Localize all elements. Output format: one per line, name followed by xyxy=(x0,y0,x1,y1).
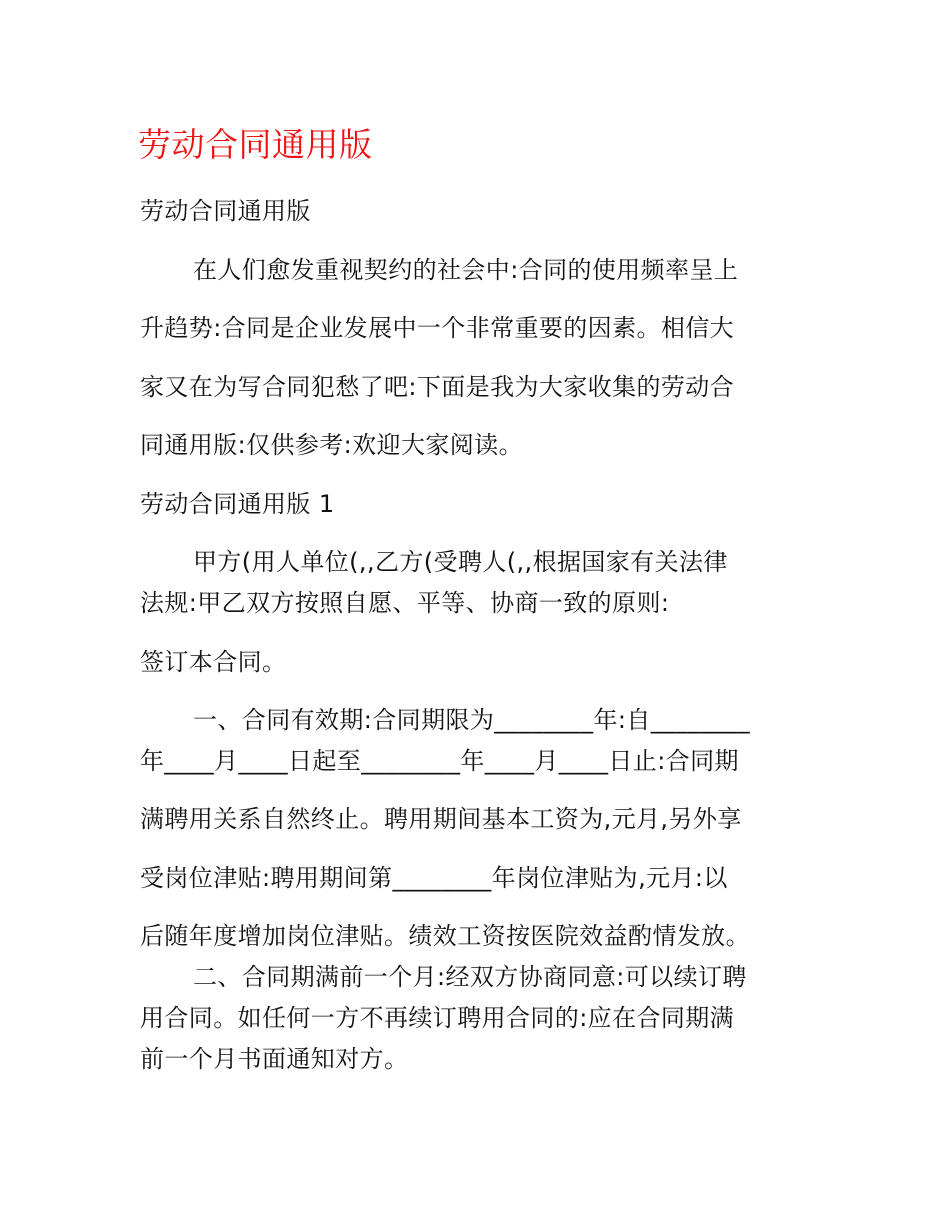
clause1-line-1: 一、合同有效期:合同期限为________年:自________ xyxy=(193,706,750,734)
clause2-line-1: 二、合同期满前一个月:经双方协商同意:可以续订聘 xyxy=(193,963,747,991)
intro-line-1: 在人们愈发重视契约的社会中:合同的使用频率呈上 xyxy=(193,256,739,284)
clause2-line-3: 前一个月书面通知对方。 xyxy=(140,1045,409,1073)
intro-line-3: 家又在为写合同犯愁了吧:下面是我为大家收集的劳动合 xyxy=(140,373,735,401)
document-title: 劳动合同通用版 xyxy=(138,125,373,164)
clause1-line-5: 后随年度增加岗位津贴。绩效工资按医院效益酌情发放。 xyxy=(140,922,750,950)
section-heading: 劳动合同通用版 1 xyxy=(140,490,335,518)
parties-line-1: 甲方(用人单位(,,乙方(受聘人(,,根据国家有关法律 xyxy=(193,548,728,576)
parties-line-3: 签订本合同。 xyxy=(140,648,287,676)
clause1-line-3: 满聘用关系自然终止。聘用期间基本工资为,元月,另外享 xyxy=(140,805,742,833)
intro-line-4: 同通用版:仅供参考:欢迎大家阅读。 xyxy=(140,431,523,459)
intro-line-2: 升趋势:合同是企业发展中一个非常重要的因素。相信大 xyxy=(140,314,735,342)
clause1-line-2: 年____月____日起至________年____月____日止:合同期 xyxy=(140,747,739,775)
clause1-line-4: 受岗位津贴:聘用期间第________年岗位津贴为,元月:以 xyxy=(140,864,728,892)
document-subtitle: 劳动合同通用版 xyxy=(140,197,311,225)
clause2-line-2: 用合同。如任何一方不再续订聘用合同的:应在合同期满 xyxy=(140,1004,735,1032)
parties-line-2: 法规:甲乙双方按照自愿、平等、协商一致的原则: xyxy=(140,589,670,617)
